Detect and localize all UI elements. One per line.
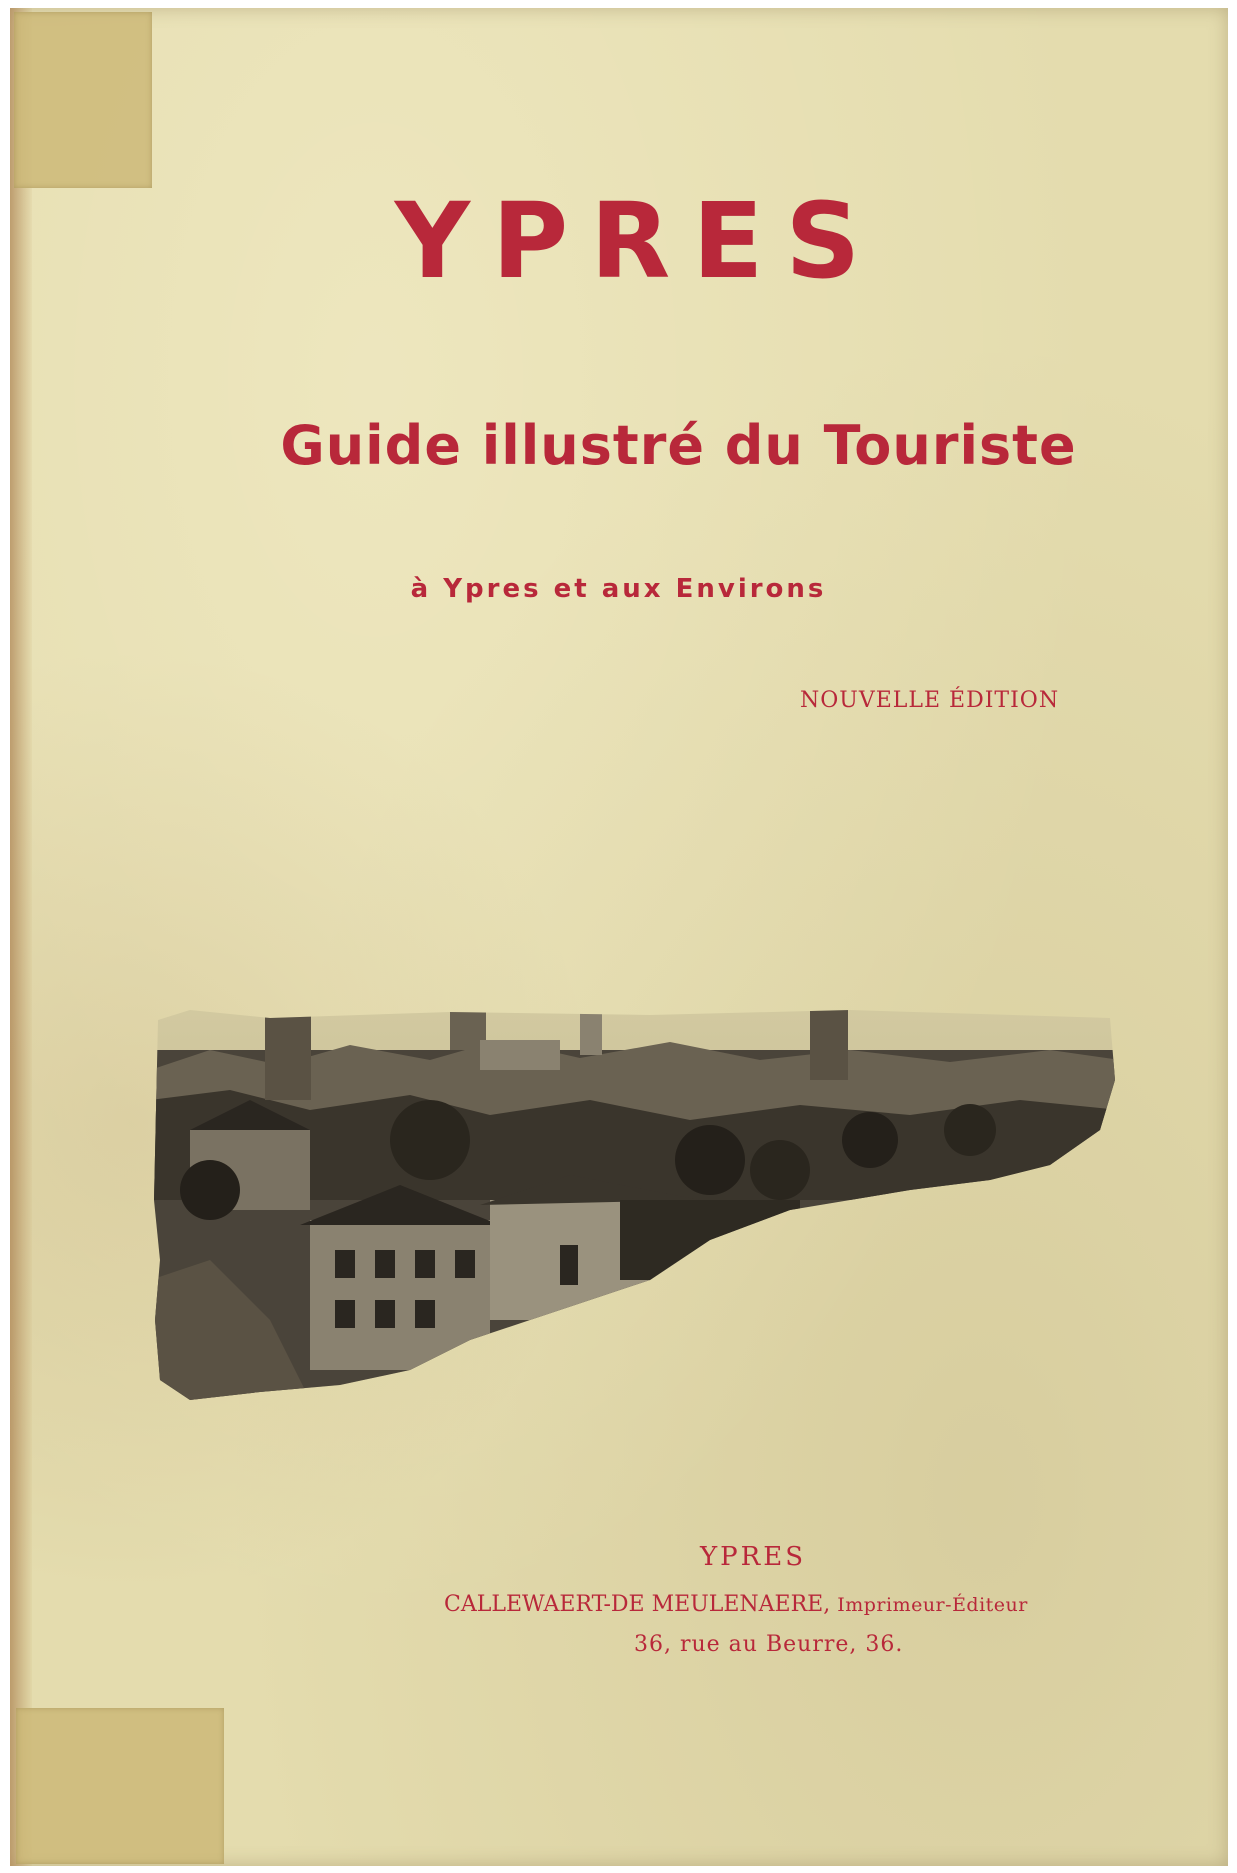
imprint-publisher: [444, 1592, 1028, 1617]
publisher-name: CALLEWAERT-DE MEULENAERE,: [444, 1592, 831, 1617]
imprint-address: 36, rue au Beurre, 36.: [634, 1632, 904, 1657]
cover-title: YPRES: [394, 180, 883, 302]
town-panorama-photo: [150, 900, 1120, 1410]
imprint-city: YPRES: [700, 1542, 807, 1572]
cover-subtitle-location: à Ypres et aux Environs: [410, 574, 827, 604]
tape-patch-bottom: [16, 1708, 224, 1864]
publisher-role: Imprimeur-Éditeur: [837, 1594, 1028, 1616]
cover-subtitle: Guide illustré du Touriste: [280, 414, 1077, 477]
edition-label: NOUVELLE ÉDITION: [800, 688, 1060, 713]
tape-patch-top: [14, 12, 152, 188]
